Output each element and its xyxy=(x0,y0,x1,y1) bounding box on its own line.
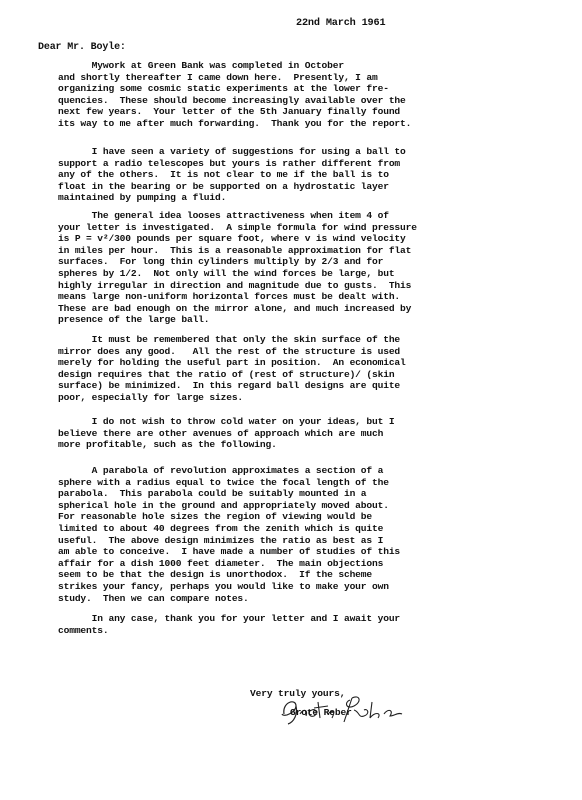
text-line: presence of the large ball. xyxy=(58,314,210,326)
text-line: float in the bearing or be supported on a hydrostatic layer xyxy=(58,180,389,192)
paragraph-3 xyxy=(58,210,538,326)
text-line: is P = v²/300 pounds per square foot, where v is wind velocity xyxy=(58,233,406,245)
text-line: strikes your fancy, perhaps you would like to make your own xyxy=(58,580,389,592)
paragraph-1 xyxy=(58,60,538,130)
text-line: merely for holding the useful part in position. An economical xyxy=(58,357,406,369)
letter-date: 22nd March 1961 xyxy=(296,18,386,29)
salutation: Dear Mr. Boyle: xyxy=(38,42,126,53)
text-line: spherical hole in the ground and appropriately moved about. xyxy=(58,499,389,511)
text-line: study. Then we can compare notes. xyxy=(58,592,249,604)
text-line: quencies. These should become increasingly available over the xyxy=(58,94,406,106)
text-line: comments. xyxy=(58,624,109,636)
text-line: sphere with a radius equal to twice the focal length of the xyxy=(58,476,389,488)
paragraph-2 xyxy=(58,146,538,204)
text-line: parabola. This parabola could be suitably mounted in a xyxy=(58,488,367,500)
text-line: your letter is investigated. A simple formula for wind pressure xyxy=(58,221,417,233)
text-line: more profitable, such as the following. xyxy=(58,439,277,451)
text-line: I do not wish to throw cold water on your ideas, but I xyxy=(58,416,395,427)
text-line: limited to about 40 degrees from the zenith which is quite xyxy=(58,522,384,534)
text-line: useful. The above design minimizes the ratio as best as I xyxy=(58,534,384,546)
text-line: In any case, thank you for your letter and I await your xyxy=(58,613,401,624)
text-line: affair for a dish 1000 feet diameter. The main objections xyxy=(58,557,384,569)
text-line: mirror does any good. All the rest of the structure is used xyxy=(58,345,401,357)
paragraph-7 xyxy=(58,613,538,636)
paragraph-6 xyxy=(58,465,538,604)
text-line: support a radio telescopes but yours is rather different from xyxy=(58,157,401,169)
typed-signature-name: Grote Reber xyxy=(290,707,352,718)
text-line: The general idea looses attractiveness when item 4 of xyxy=(58,210,389,221)
text-line: poor, especially for large sizes. xyxy=(58,391,244,403)
closing: Very truly yours, xyxy=(250,688,346,699)
text-line: A parabola of revolution approximates a section of a xyxy=(58,465,384,476)
text-line: next few years. Your letter of the 5th January finally found xyxy=(58,106,401,118)
text-line: in miles per hour. This is a reasonable approximation for flat xyxy=(58,244,412,256)
text-line: These are bad enough on the mirror alone, and much increased by xyxy=(58,302,412,314)
text-line: For reasonable hole sizes the region of viewing would be xyxy=(58,511,373,523)
text-line: Mywork at Green Bank was completed in October xyxy=(58,60,344,71)
text-line: spheres by 1/2. Not only will the wind forces be large, but xyxy=(58,267,395,279)
text-line: its way to me after much forwarding. Thank you for the report. xyxy=(58,117,412,129)
paragraph-5 xyxy=(58,416,538,451)
text-line: seem to be that the design is unorthodox. If the scheme xyxy=(58,569,373,581)
text-line: any of the others. It is not clear to me if the ball is to xyxy=(58,169,389,181)
text-line: highly irregular in direction and magnitude due to gusts. This xyxy=(58,279,412,291)
text-line: means large non-uniform horizontal forces must be dealt with. xyxy=(58,291,401,303)
text-line: believe there are other avenues of approach which are much xyxy=(58,427,384,439)
text-line: surface) be minimized. In this regard ball designs are quite xyxy=(58,380,401,392)
text-line: organizing some cosmic static experiments at the lower fre- xyxy=(58,83,389,95)
text-line: It must be remembered that only the skin surface of the xyxy=(58,334,401,345)
text-line: am able to conceive. I have made a number of studies of this xyxy=(58,546,401,558)
text-line: maintained by pumping a fluid. xyxy=(58,192,227,204)
text-line: design requires that the ratio of (rest of structure)/ (skin xyxy=(58,368,395,380)
text-line: and shortly thereafter I came down here. Presently, I am xyxy=(58,71,378,83)
text-line: I have seen a variety of suggestions for using a ball to xyxy=(58,146,406,157)
paragraph-4 xyxy=(58,334,538,404)
text-line: surfaces. For long thin cylinders multiply by 2/3 and for xyxy=(58,256,384,268)
